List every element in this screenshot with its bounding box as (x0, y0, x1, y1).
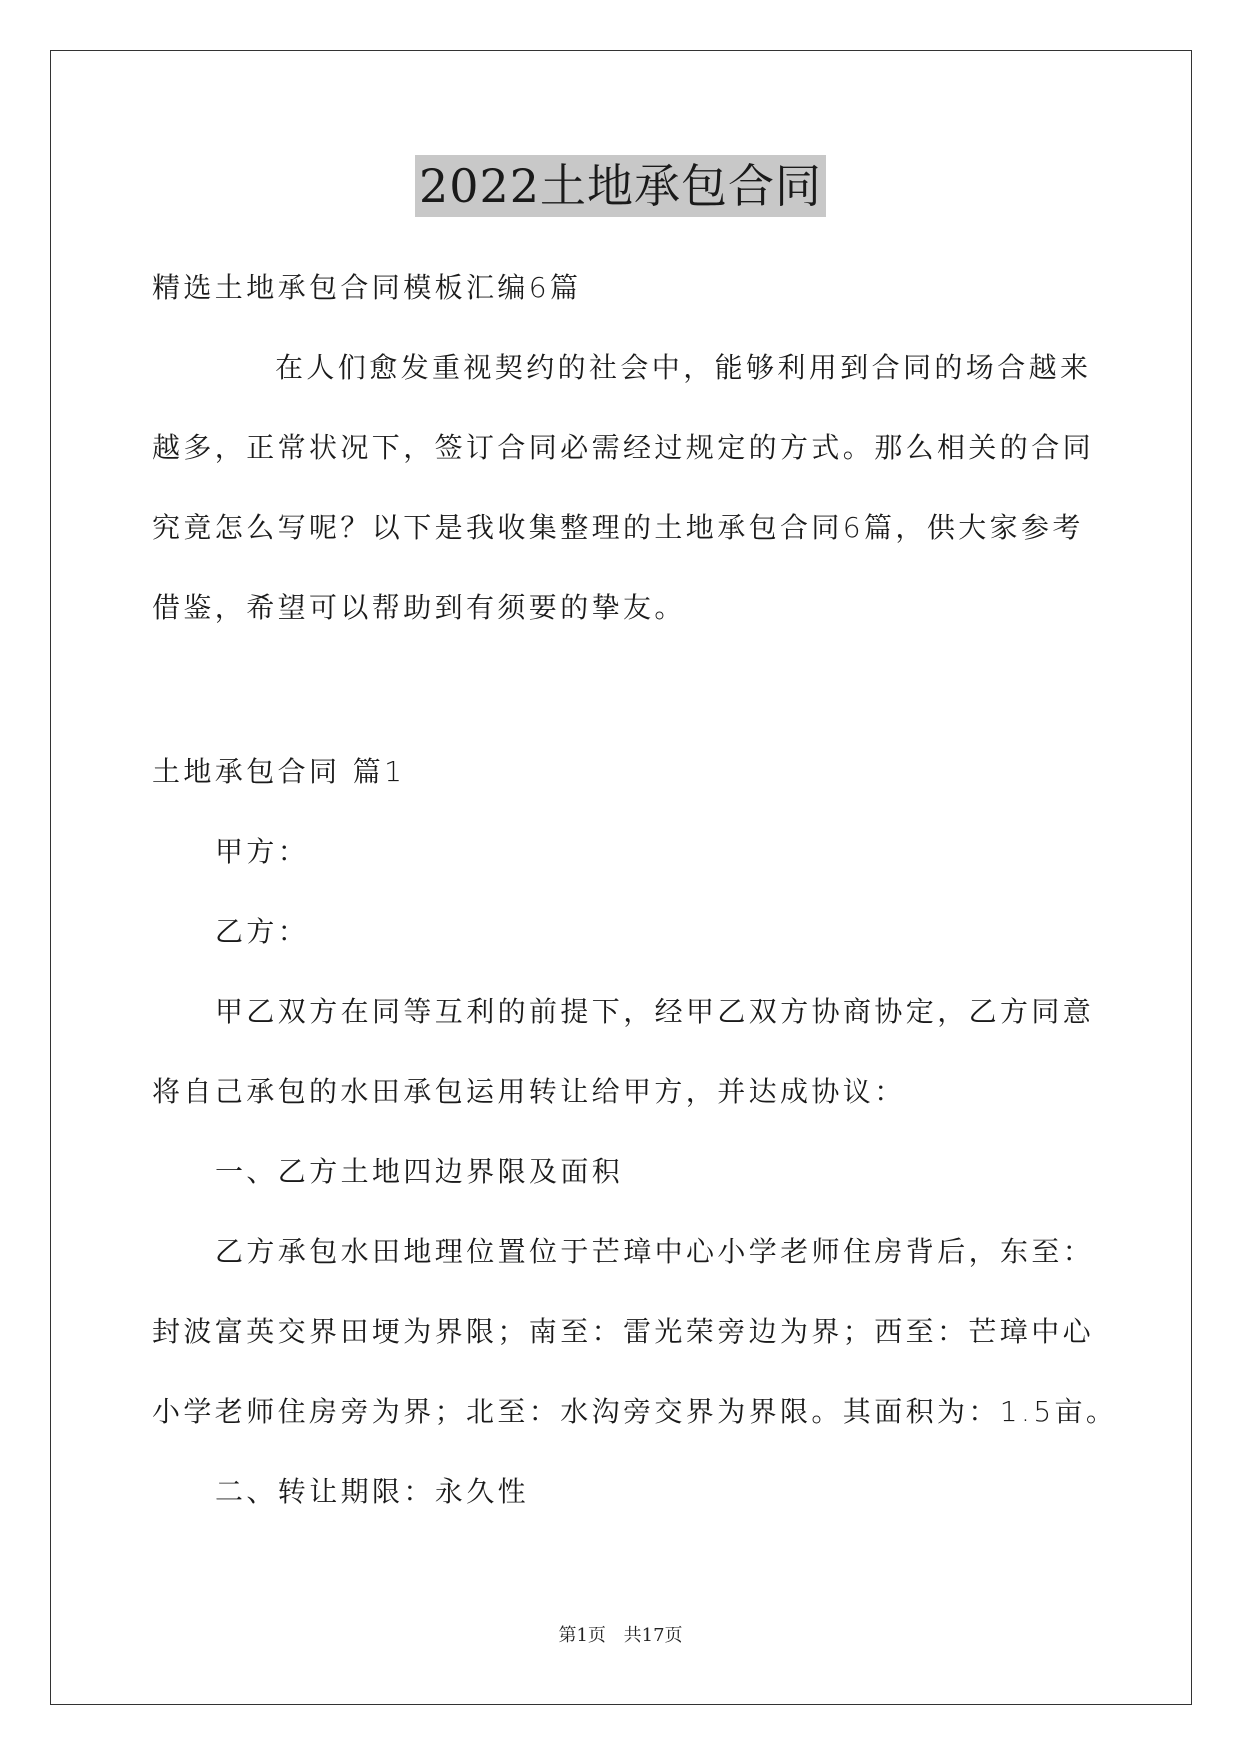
intro-line-3: 究竟怎么写呢？以下是我收集整理的土地承包合同6篇，供大家参考 (152, 511, 1084, 544)
agreement-line-2: 将自己承包的水田承包运用转让给甲方，并达成协议： (152, 1075, 906, 1108)
title-container (0, 155, 1241, 217)
page-footer (0, 1624, 1241, 1648)
clause-1-heading: 一、乙方土地四边界限及面积 (215, 1155, 624, 1188)
page-number-current: 第1页 (558, 1625, 606, 1646)
clause-2-heading: 二、转让期限：永久性 (215, 1475, 530, 1508)
intro-line-4: 借鉴，希望可以帮助到有须要的挚友。 (152, 591, 686, 624)
section-heading: 土地承包合同 篇1 (152, 755, 406, 788)
clause-1-line-1: 乙方承包水田地理位置位于芒璋中心小学老师住房背后，东至： (215, 1235, 1095, 1268)
party-a-label: 甲方： (215, 835, 310, 868)
document-subtitle: 精选土地承包合同模板汇编6篇 (152, 271, 582, 304)
intro-line-2: 越多，正常状况下，签订合同必需经过规定的方式。那么相关的合同 (152, 431, 1095, 464)
clause-1-line-3: 小学老师住房旁为界；北至：水沟旁交界为界限。其面积为：1.5亩。 (152, 1395, 1118, 1428)
document-title: 2022土地承包合同 (415, 155, 826, 217)
agreement-line-1: 甲乙双方在同等互利的前提下，经甲乙双方协商协定，乙方同意 (215, 995, 1095, 1028)
intro-line-1: 在人们愈发重视契约的社会中，能够利用到合同的场合越来 (275, 351, 1092, 384)
page-number-total: 共17页 (623, 1625, 683, 1646)
party-b-label: 乙方： (215, 915, 310, 948)
clause-1-line-2: 封波富英交界田埂为界限；南至：雷光荣旁边为界；西至：芒璋中心 (152, 1315, 1095, 1348)
